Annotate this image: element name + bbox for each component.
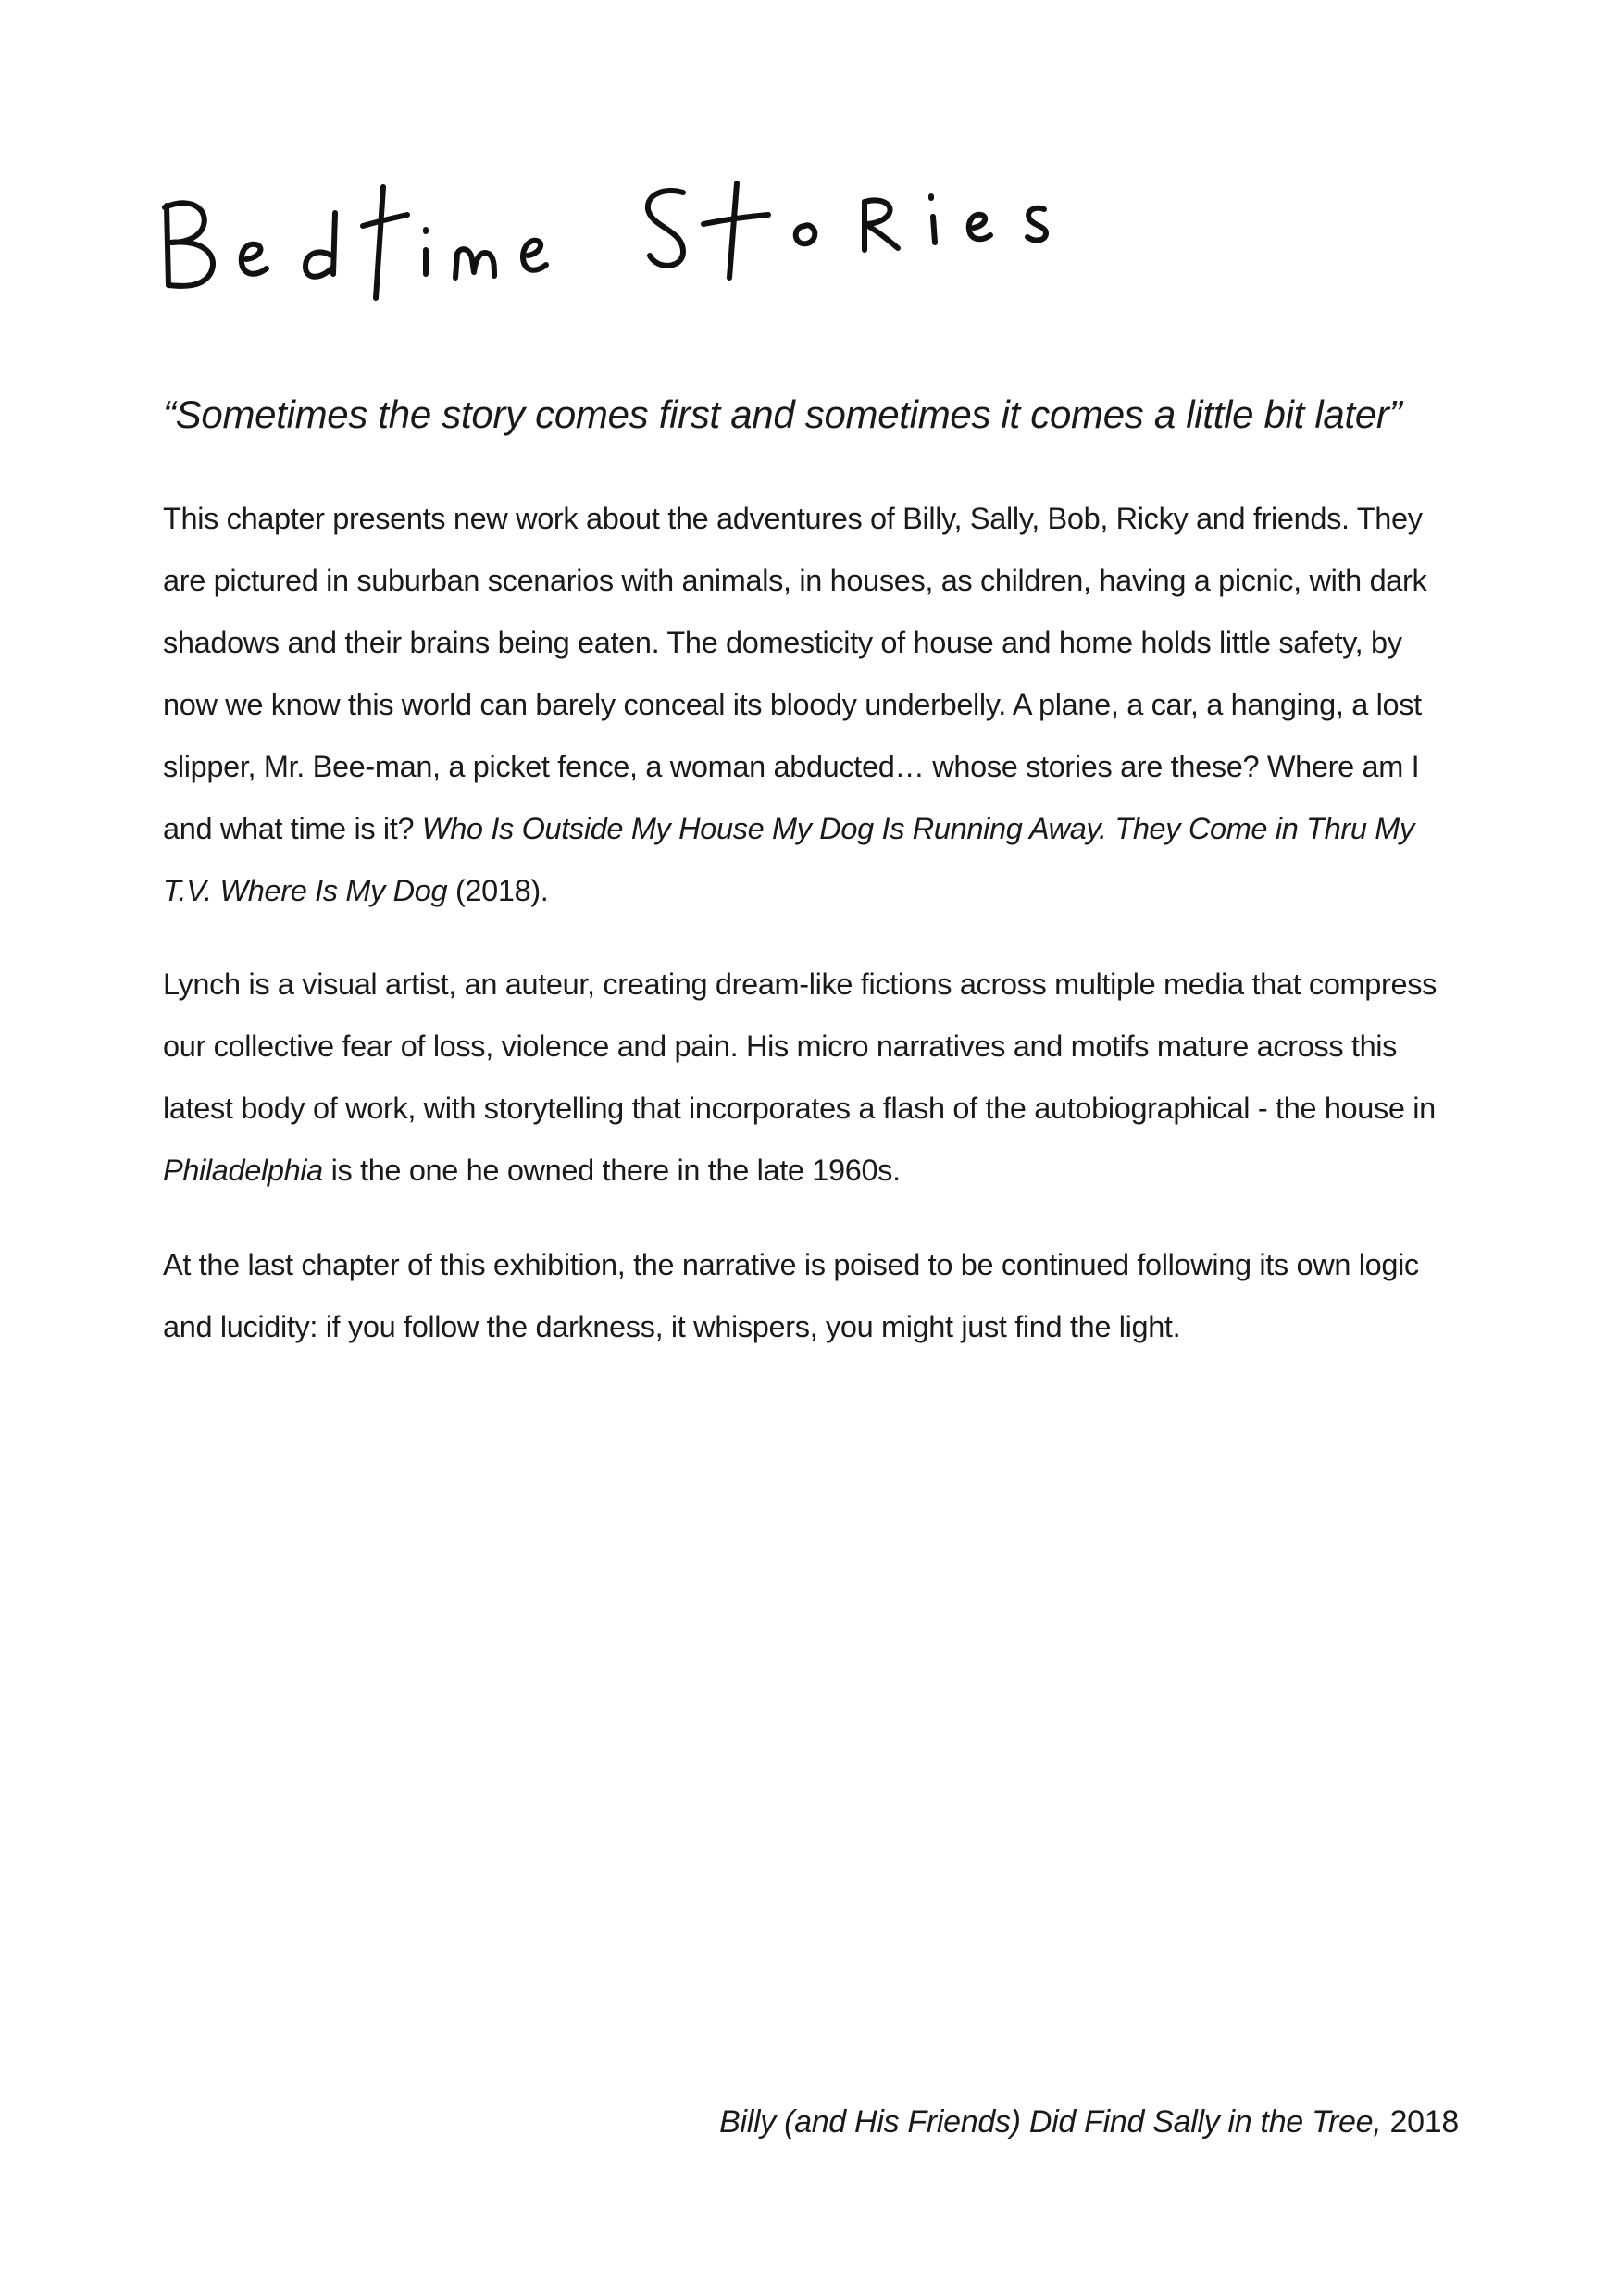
paragraph-1-text-b: (2018). [447, 874, 549, 907]
paragraph-2 [163, 954, 1459, 1202]
caption-work-title: Billy (and His Friends) Did Find Sally in the Tree, [719, 2104, 1382, 2140]
paragraph-1 [163, 488, 1459, 922]
paragraph-2-text-b: is the one he owned there in the late 1960s. [322, 1154, 901, 1187]
handwritten-title-graphic [157, 176, 1083, 315]
paragraph-2-text-a: Lynch is a visual artist, an auteur, creating dream-like fictions across multiple media that compress our collective fear of loss, violence and pain. His micro narratives and motifs mature across this latest body of work, with storytelling that incorporates a flash of the autobiographical - the house in [163, 967, 1438, 1125]
paragraph-1-work-title: Who Is Outside My House My Dog Is Running Away. They Come in Thru My T.V. Where Is My Dog [163, 812, 1414, 907]
paragraph-3: At the last chapter of this exhibition, the narrative is poised to be continued following its own logic and lucidity: if you follow the darkness, it whispers, you might just find the light. [163, 1248, 1419, 1343]
pull-quote: “Sometimes the story comes first and sometimes it comes a little bit later” [163, 393, 1402, 436]
caption-year: 2018 [1381, 2104, 1459, 2140]
paragraph-1-text-a: This chapter presents new work about the adventures of Billy, Sally, Bob, Ricky and friends. They are pictured in suburban scenarios with animals, in houses, as children, having a picnic, with dark shadows and their brains being eaten. The domesticity of house and home holds little safety, by now we know this world can barely conceal its bloody underbelly. A plane, a car, a hanging, a lost slipper, Mr. Bee-man, a picket fence, a woman abducted… whose stories are these? Where am I and what time is it? [163, 502, 1427, 845]
handwritten-title [157, 176, 1083, 315]
image-caption [719, 2100, 1459, 2144]
paragraph-2-place: Philadelphia [163, 1154, 323, 1187]
